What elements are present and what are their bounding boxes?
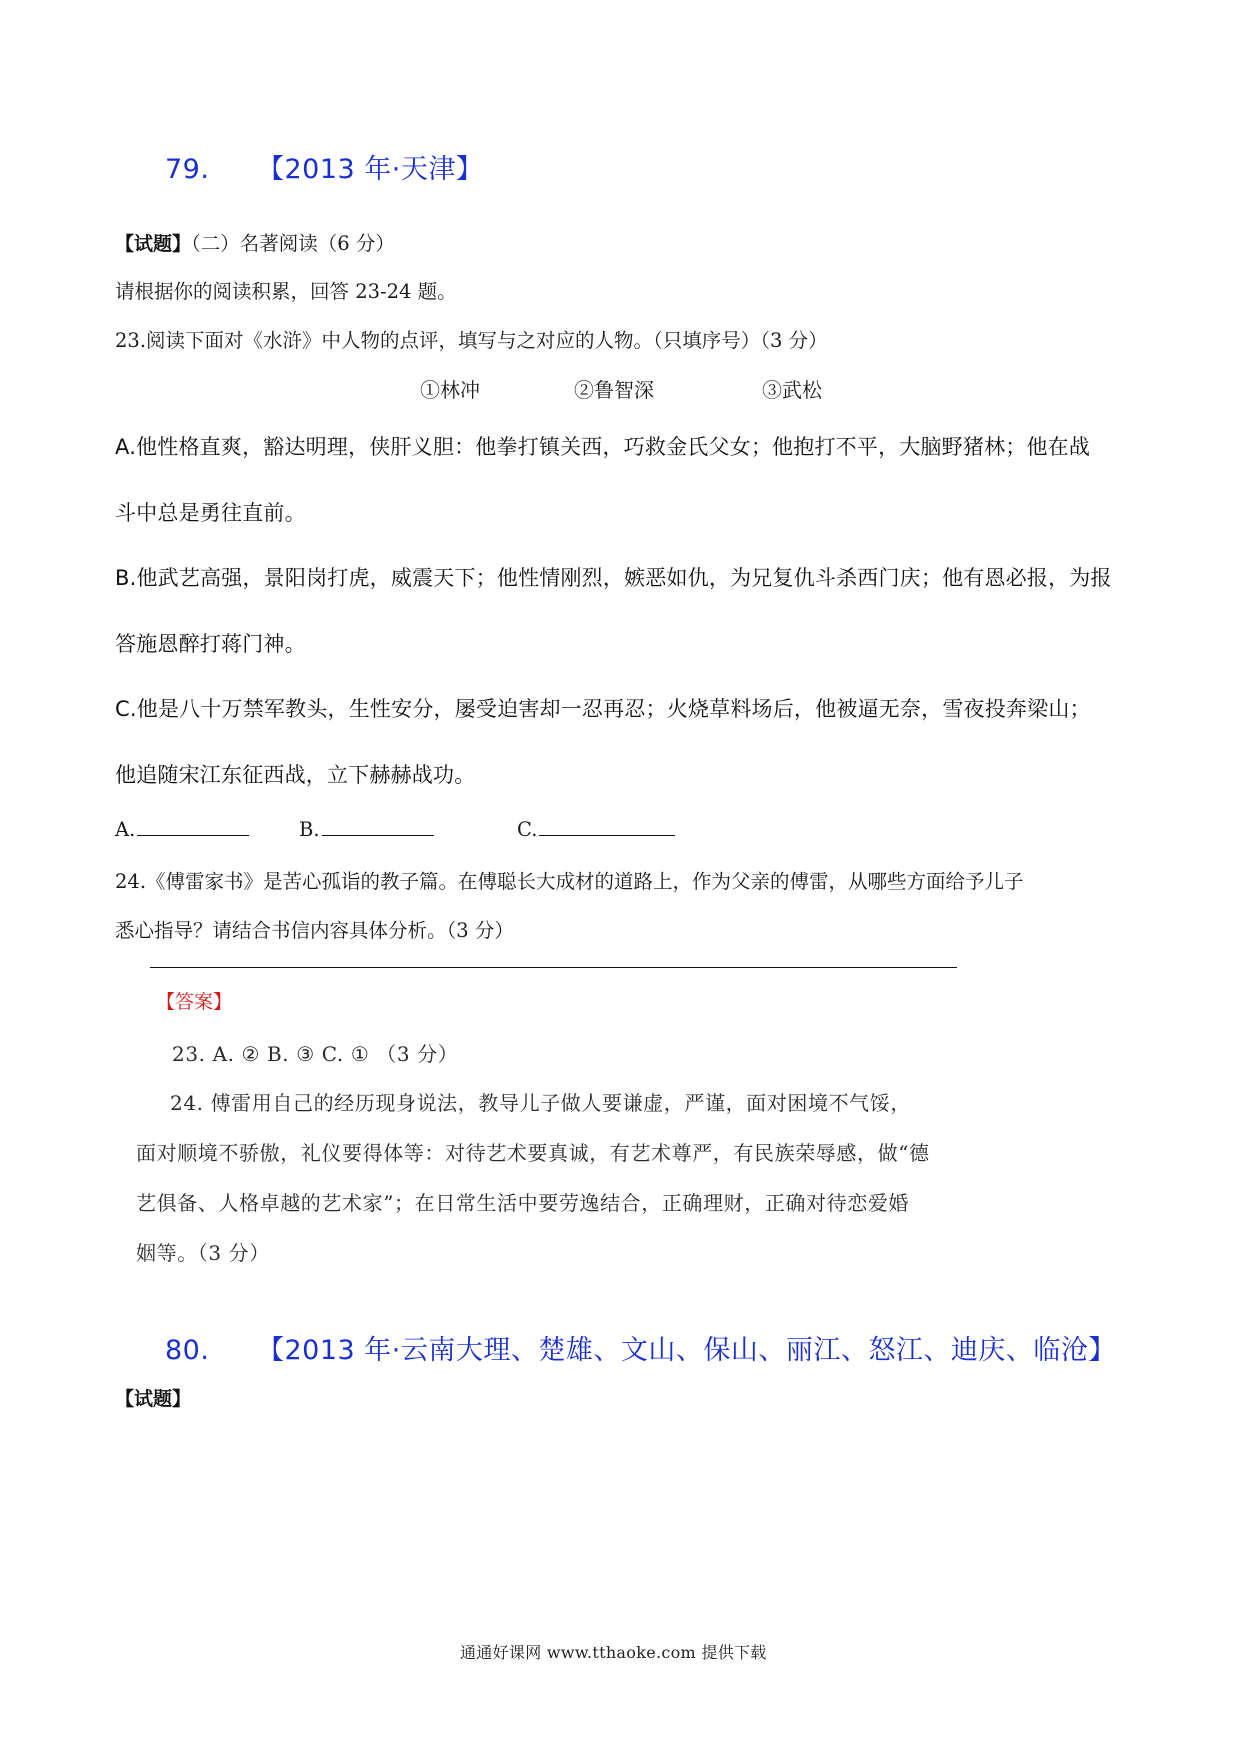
- answer-line-1: 23. A. ② B. ③ C. ① （3 分）: [172, 1042, 459, 1066]
- q23-option-c-line1: C.他是八十万禁军教头，生性安分，屡受迫害却一忍再忍；火烧草料场后，他被逼无奈，雪夜投奔梁山；: [115, 697, 1091, 721]
- q23-option-a-line2: 斗中总是勇往直前。: [115, 501, 306, 525]
- q79-instruction: 请根据你的阅读积累，回答 23-24 题。: [115, 280, 457, 303]
- q80-heading: [165, 1328, 1116, 1367]
- q23-choice-3: ③武松: [762, 378, 822, 402]
- q23-blank-c-label: C.: [517, 818, 538, 841]
- q23-choice-1: ①林冲: [420, 378, 480, 402]
- q24-prompt-line1: 24.《傅雷家书》是苦心孤诣的教子篇。在傅聪长大成材的道路上，作为父亲的傅雷，从哪些方面给予儿子: [115, 870, 1024, 893]
- q23-choice-2: ②鲁智深: [574, 378, 654, 402]
- q23-blank-c[interactable]: [517, 817, 675, 841]
- answer-line-3: 面对顺境不骄傲，礼仪要得体等：对待艺术要真诚，有艺术尊严，有民族荣辱感，做“德: [136, 1141, 930, 1165]
- page-footer: 通通好课网 www.tthaoke.com 提供下载: [460, 1643, 767, 1662]
- q79-heading: [165, 147, 483, 186]
- q23-option-b-line1: B.他武艺高强，景阳岗打虎，威震天下；他性情刚烈，嫉恶如仇，为兄复仇斗杀西门庆；他有恩必报，为报: [115, 566, 1112, 590]
- q24-prompt-line2: 悉心指导？请结合书信内容具体分析。（3 分）: [115, 919, 514, 942]
- q23-option-a-line1: A.他性格直爽，豁达明理，侠肝义胆：他拳打镇关西，巧救金氏父女；他抱打不平，大脑野猪林；他在战: [115, 435, 1091, 459]
- q23-blank-b-label: B.: [299, 818, 320, 841]
- q24-answer-line[interactable]: [150, 967, 957, 968]
- q23-prompt: 23.阅读下面对《水浒》中人物的点评，填写与之对应的人物。（只填序号）（3 分）: [115, 329, 828, 352]
- q79-label: 【试题】: [115, 233, 192, 255]
- q23-blank-b[interactable]: [299, 817, 434, 841]
- q23-blank-a[interactable]: [115, 817, 249, 841]
- q79-section-line: [115, 228, 395, 256]
- q23-option-c-line2: 他追随宋江东征西战，立下赫赫战功。: [115, 763, 476, 787]
- q79-section: （二）名著阅读（6 分）: [191, 232, 395, 255]
- answer-line-4: 艺俱备、人格卓越的艺术家”；在日常生活中要劳逸结合，正确理财，正确对待恋爱婚: [136, 1191, 910, 1215]
- q23-blank-c-line[interactable]: [539, 817, 675, 836]
- q80-title: 【2013 年·云南大理、楚雄、文山、保山、丽江、怒江、迪庆、临沧】: [257, 1335, 1116, 1366]
- q79-number: 79.: [165, 154, 210, 185]
- answer-label: 【答案】: [156, 991, 233, 1013]
- q80-number: 80.: [165, 1335, 210, 1366]
- q79-title: 【2013 年·天津】: [257, 154, 484, 185]
- q23-blank-b-line[interactable]: [322, 817, 434, 836]
- answer-line-5: 姻等。（3 分）: [136, 1241, 270, 1265]
- q23-option-b-line2: 答施恩醉打蒋门神。: [115, 632, 306, 656]
- answer-line-2: 24. 傅雷用自己的经历现身说法，教导儿子做人要谦虚，严谨，面对困境不气馁，: [170, 1091, 911, 1115]
- q80-label: 【试题】: [115, 1388, 192, 1410]
- q23-blank-a-label: A.: [115, 818, 136, 841]
- q23-blank-a-line[interactable]: [137, 817, 249, 836]
